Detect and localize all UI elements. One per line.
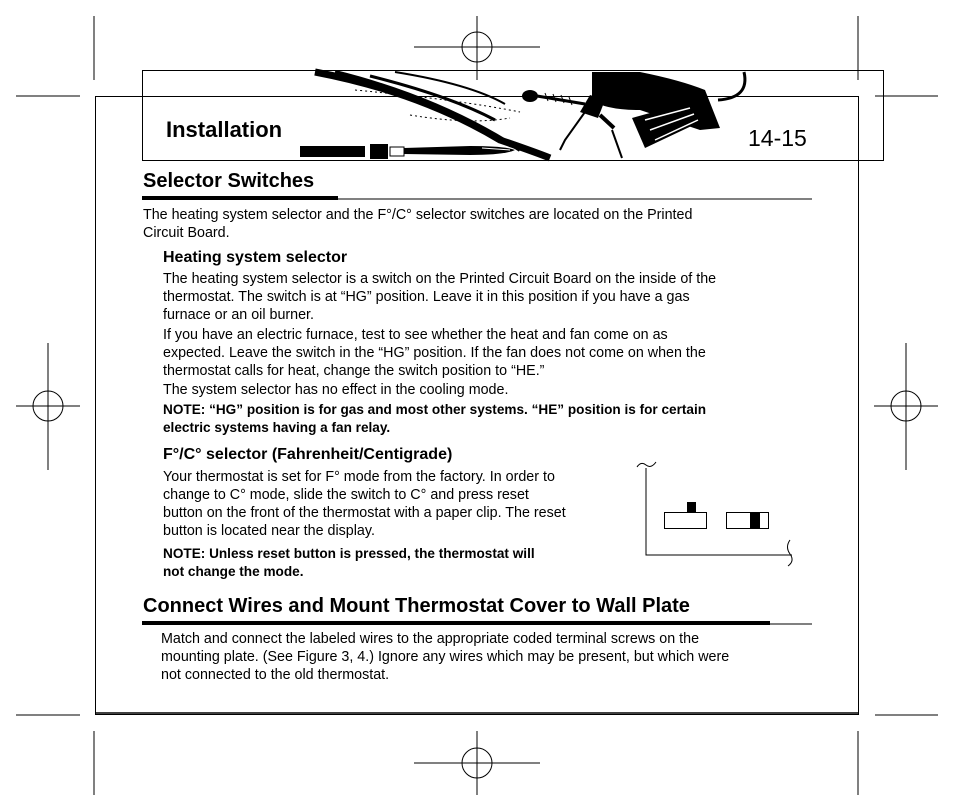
header-title: Installation bbox=[166, 117, 283, 142]
heating-note-line1: NOTE: “HG” position is for gas and most other systems. “HE” position is for certain bbox=[163, 402, 707, 417]
switch-diagram bbox=[637, 462, 792, 566]
heating-p1-line1: The heating system selector is a switch on the Printed Circuit Board on the inside of the bbox=[163, 271, 717, 287]
page-number: 14-15 bbox=[748, 125, 807, 151]
fc-p1-line3: button on the front of the thermostat with a paper clip. The reset bbox=[163, 505, 566, 521]
fc-note-line1: NOTE: Unless reset button is pressed, the thermostat will bbox=[163, 546, 535, 561]
heating-selector-title: Heating system selector bbox=[163, 249, 348, 266]
heating-p2-line3: thermostat calls for heat, change the switch position to “HE.” bbox=[163, 363, 545, 379]
heating-p2-line1: If you have an electric furnace, test to see whether the heat and fan come on as bbox=[163, 327, 668, 343]
section1-title: Selector Switches bbox=[143, 170, 315, 192]
heating-p3: The system selector has no effect in the cooling mode. bbox=[163, 382, 509, 398]
heating-note-line2: electric systems having a fan relay. bbox=[163, 420, 391, 435]
section2-p1-line3: not connected to the old thermostat. bbox=[161, 667, 390, 683]
heating-p1-line3: furnace or an oil burner. bbox=[163, 307, 315, 323]
section2-p1-line1: Match and connect the labeled wires to the appropriate coded terminal screws on the bbox=[161, 631, 700, 647]
fc-p1-line1: Your thermostat is set for F° mode from the factory. In order to bbox=[163, 469, 555, 485]
section1-intro-line1: The heating system selector and the F°/C° selector switches are located on the Printed bbox=[143, 207, 693, 223]
tools-illustration bbox=[300, 72, 745, 159]
heating-p2-line2: expected. Leave the switch in the “HG” position. If the fan does not come on when the bbox=[163, 345, 706, 361]
section2-p1-line2: mounting plate. (See Figure 3, 4.) Ignore any wires which may be present, but which were bbox=[161, 649, 730, 665]
fc-selector-title: F°/C° selector (Fahrenheit/Centigrade) bbox=[163, 446, 453, 463]
section1-intro-line2: Circuit Board. bbox=[143, 225, 230, 241]
fc-note-line2: not change the mode. bbox=[163, 564, 304, 579]
heating-p1-line2: thermostat. The switch is at “HG” position. Leave it in this position if you have a gas bbox=[163, 289, 690, 305]
fc-p1-line4: button is located near the display. bbox=[163, 523, 375, 539]
fc-p1-line2: change to C° mode, slide the switch to C° and press reset bbox=[163, 487, 529, 503]
section2-title: Connect Wires and Mount Thermostat Cover to Wall Plate bbox=[143, 595, 690, 617]
